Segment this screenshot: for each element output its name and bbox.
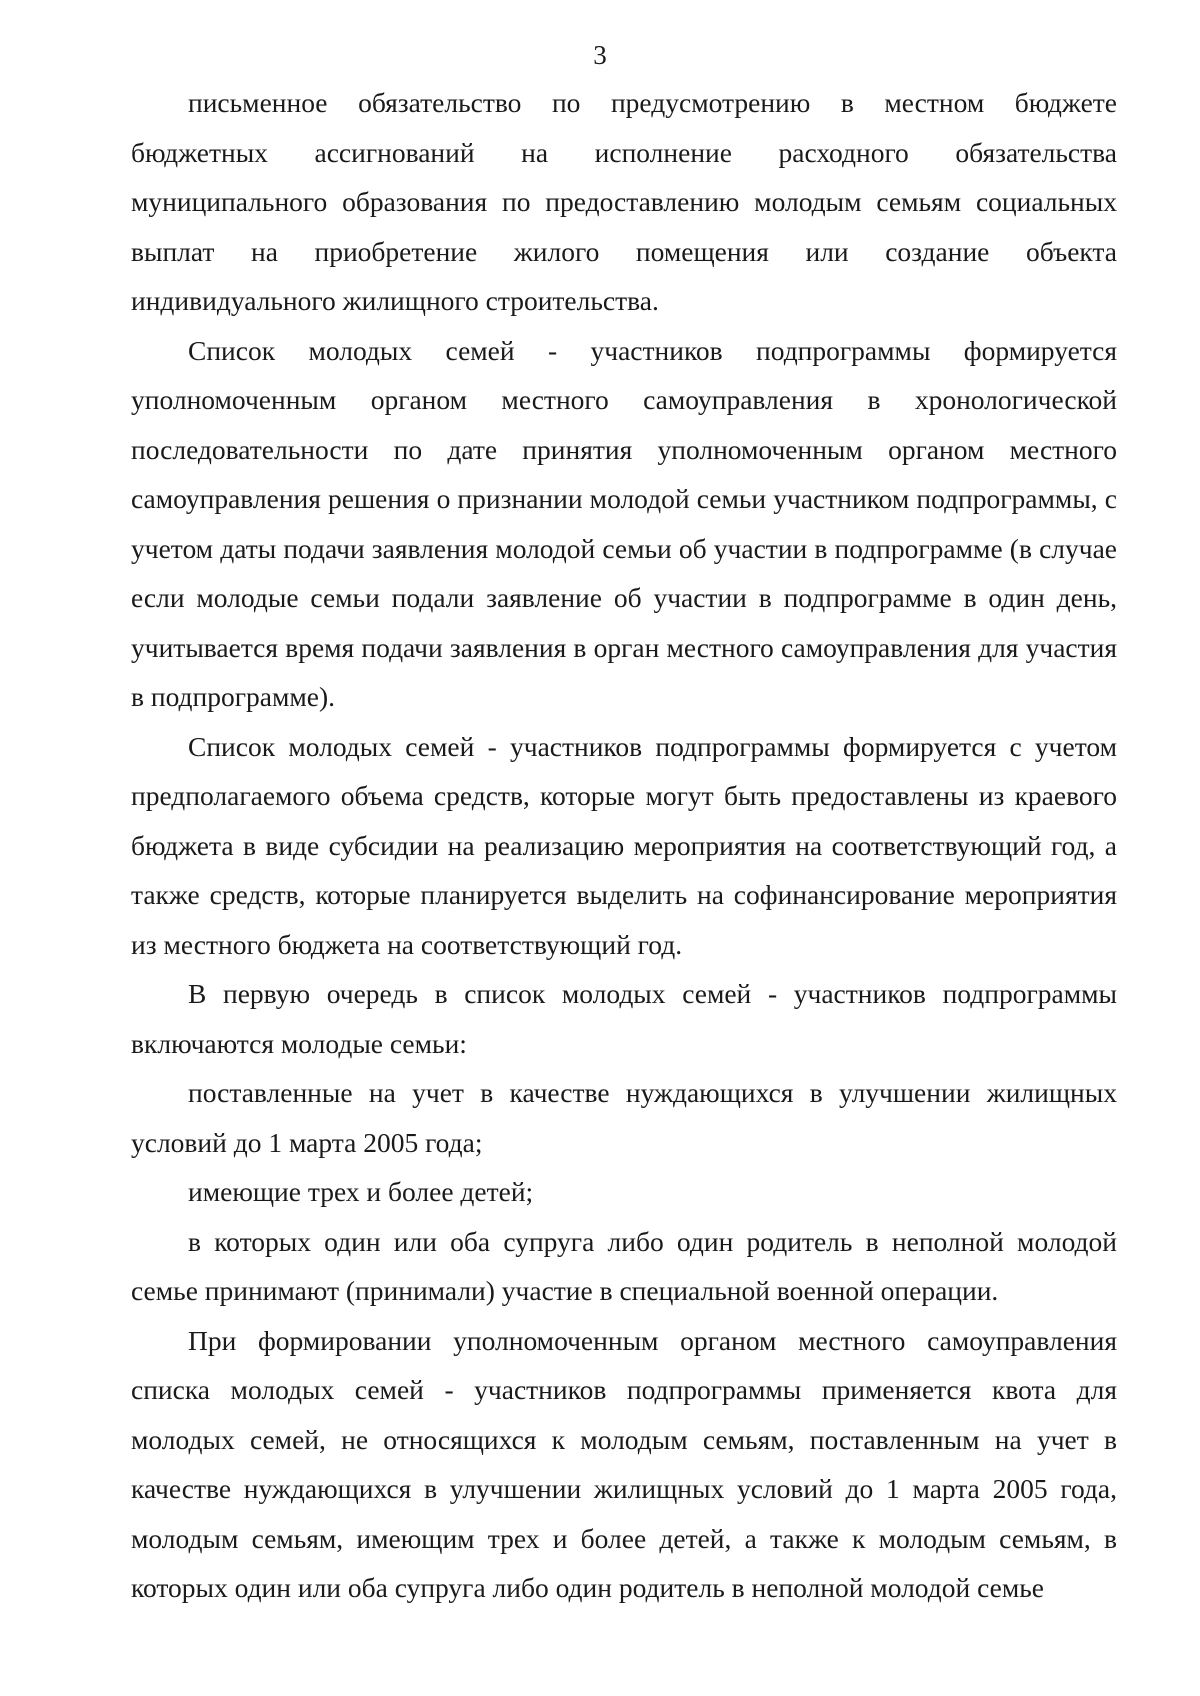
- page-number: 3: [593, 40, 607, 70]
- paragraph-priority-intro: В первую очередь в список молодых семей - участников подпрограммы включаются молодые семьи:: [131, 978, 1117, 1059]
- paragraph-list-formation: Список молодых семей - участников подпрограммы формируется уполномоченным органом местного самоуправления в хронологической последовательности по дате принятия уполномоченным органом местного самоуправления решения о признании молодой семьи участником подпрограммы, с учетом даты подачи заявления молодой семьи об участии в подпрограмме (в случае если молодые семьи подали заявление об участии в подпрограмме в один день, учитывается время подачи заявления в орган местного самоуправления для участия в подпрограмме).: [131, 334, 1117, 712]
- paragraph-priority-item-registered: поставленные на учет в качестве нуждающихся в улучшении жилищных условий до 1 марта 2005 года;: [131, 1077, 1117, 1158]
- paragraph-quota: При формировании уполномоченным органом местного самоуправления списка молодых семей - участников подпрограммы применяется квота для молодых семей, не относящихся к молодым семьям, поставленным на учет в качестве нуждающихся в улучшении жилищных условий до 1 марта 2005 года, молодым семьям, имеющим трех и более детей, а также к молодым семьям, в которых один или оба супруга либо один родитель в неполной молодой семье: [131, 1324, 1117, 1603]
- paragraph-priority-item-military: в которых один или оба супруга либо один родитель в неполной молодой семье принимают (принимали) участие в специальной военной операции.: [131, 1225, 1117, 1306]
- document-body: [131, 78, 1117, 1613]
- paragraph-obligation: письменное обязательство по предусмотрению в местном бюджете бюджетных ассигнований на исполнение расходного обязательства муниципального образования по предоставлению молодым семьям социальных выплат на приобретение жилого помещения или создание объекта индивидуального жилищного строительства.: [131, 87, 1117, 316]
- paragraph-priority-item-children: имеющие трех и более детей;: [188, 1176, 534, 1207]
- paragraph-list-funding: Список молодых семей - участников подпрограммы формируется с учетом предполагаемого объема средств, которые могут быть предоставлены из краевого бюджета в виде субсидии на реализацию мероприятия на соответствующий год, а также средств, которые планируется выделить на софинансирование мероприятия из местного бюджета на соответствующий год.: [131, 730, 1117, 960]
